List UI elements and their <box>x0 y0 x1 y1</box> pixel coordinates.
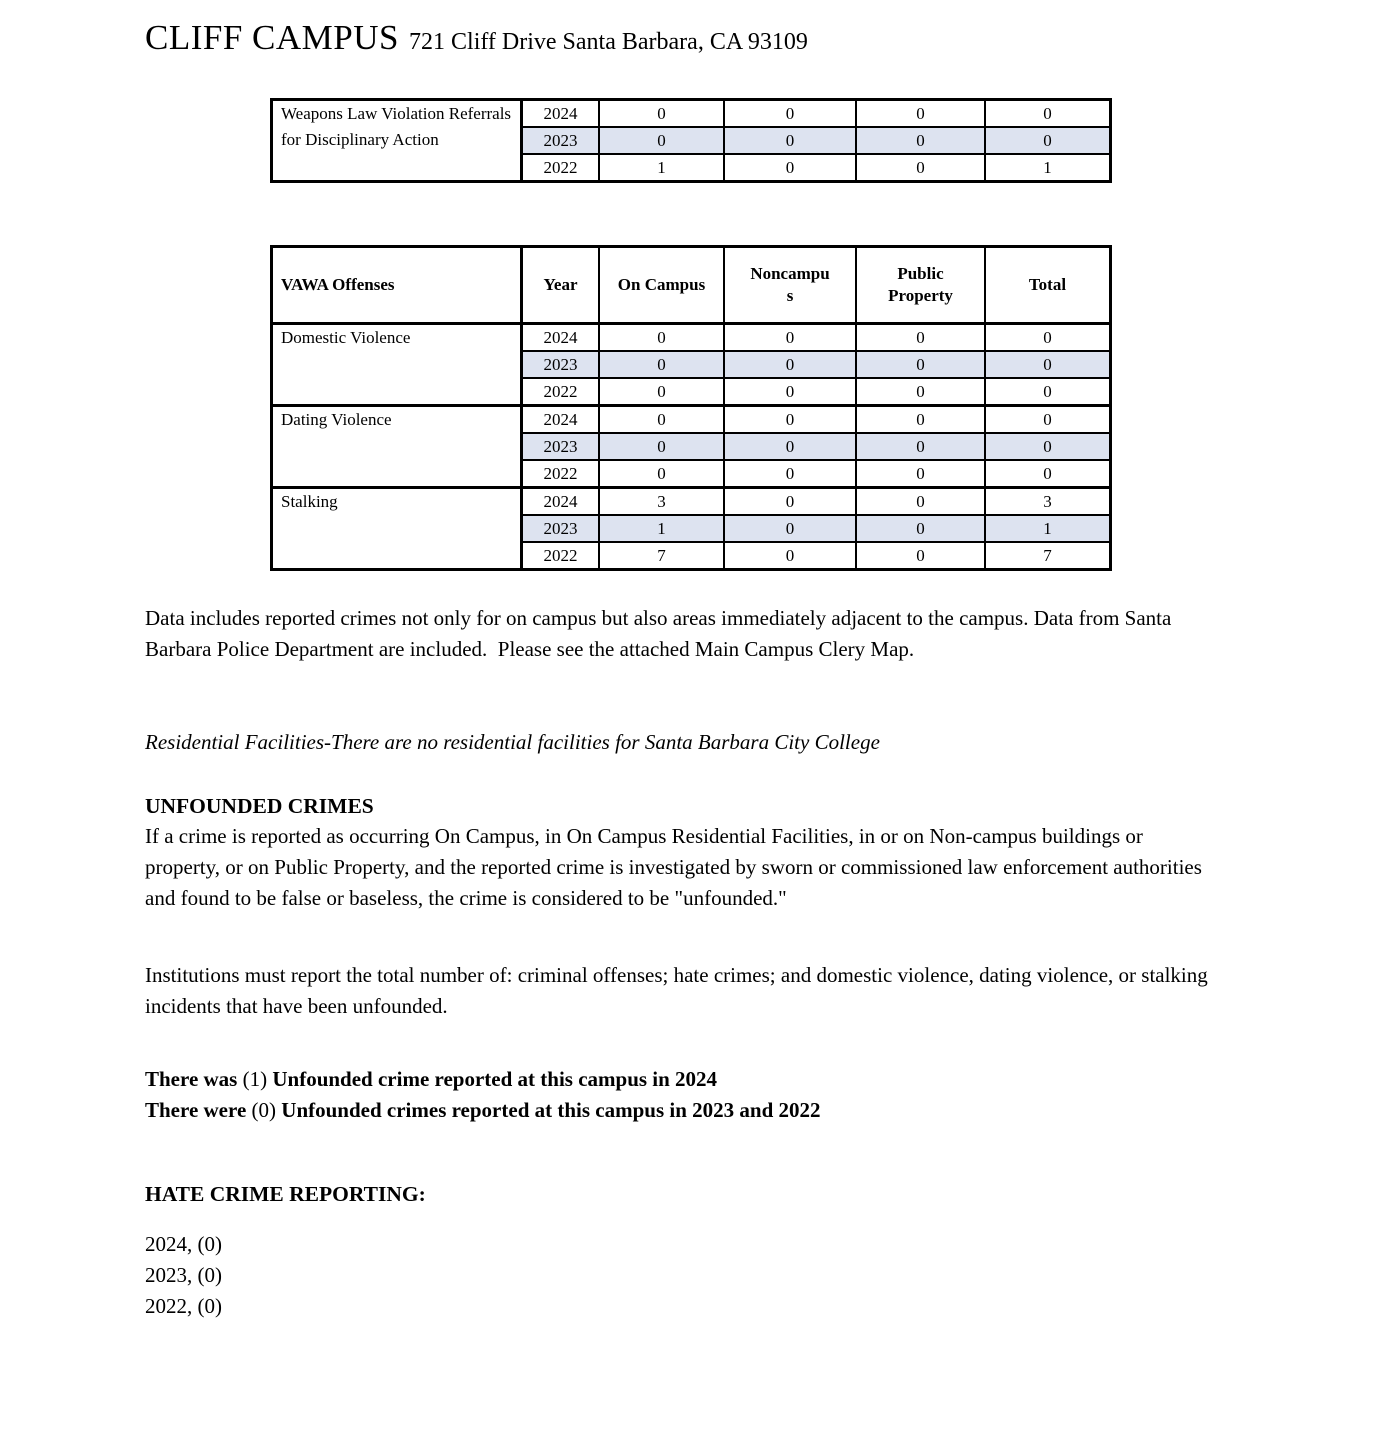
count-cell: 0 <box>856 100 985 128</box>
header-noncampus-label: Noncampus <box>750 264 830 305</box>
count-cell: 0 <box>599 324 724 352</box>
count-cell: 0 <box>856 154 985 182</box>
header-row <box>272 247 1111 324</box>
count-cell: 0 <box>856 406 985 434</box>
header-on-campus: On Campus <box>599 247 724 324</box>
count-cell: 0 <box>985 433 1111 460</box>
offense-label: Weapons Law Violation Referrals for Disciplinary Action <box>272 100 522 182</box>
header-year: Year <box>522 247 600 324</box>
table-row <box>272 406 1111 434</box>
count-cell: 0 <box>856 127 985 154</box>
count-cell: 0 <box>985 460 1111 488</box>
count-cell: 3 <box>599 488 724 516</box>
residential-facilities-note: Residential Facilities-There are no residential facilities for Santa Barbara City College <box>145 730 880 754</box>
count-cell: 0 <box>856 378 985 406</box>
count-cell: 0 <box>856 351 985 378</box>
count-cell: 0 <box>724 378 856 406</box>
count-cell: 0 <box>724 324 856 352</box>
count-cell: 0 <box>724 460 856 488</box>
count-cell: 1 <box>599 515 724 542</box>
year-cell: 2022 <box>522 542 600 570</box>
count-cell: 1 <box>599 154 724 182</box>
header-vawa-offenses: VAWA Offenses <box>272 247 522 324</box>
table-row <box>272 324 1111 352</box>
count-cell: 0 <box>985 351 1111 378</box>
count-cell: 0 <box>856 488 985 516</box>
count-cell: 0 <box>724 100 856 128</box>
year-cell: 2024 <box>522 100 600 128</box>
count-cell: 0 <box>856 460 985 488</box>
count-cell: 0 <box>724 542 856 570</box>
year-cell: 2024 <box>522 488 600 516</box>
campus-name: CLIFF CAMPUS <box>145 18 400 57</box>
header-public-property: Public Property <box>856 247 985 324</box>
table-row <box>272 488 1111 516</box>
count-cell: 0 <box>724 154 856 182</box>
unfounded-statement-2024 <box>145 1064 1226 1095</box>
year-cell: 2022 <box>522 378 600 406</box>
statement-prefix: There were <box>145 1098 247 1122</box>
weapons-referrals-table <box>270 98 1112 183</box>
year-cell: 2023 <box>522 433 600 460</box>
count-cell: 0 <box>856 542 985 570</box>
count-cell: 0 <box>724 488 856 516</box>
count-cell: 0 <box>724 406 856 434</box>
unfounded-statements <box>145 1064 1226 1126</box>
data-source-note: Data includes reported crimes not only for on campus but also areas immediately adjacent to the campus. Data from Santa Barbara Police Department are included. Please see the attached Main Campus Clery Map. <box>145 606 1177 661</box>
table-row <box>272 100 1111 128</box>
count-cell: 0 <box>856 324 985 352</box>
count-cell: 0 <box>599 100 724 128</box>
count-cell: 0 <box>724 351 856 378</box>
header-total: Total <box>985 247 1111 324</box>
hate-crime-list <box>145 1229 1226 1322</box>
count-cell: 0 <box>599 406 724 434</box>
statement-count: (0) <box>251 1098 277 1122</box>
header-noncampus <box>724 247 856 324</box>
year-cell: 2023 <box>522 351 600 378</box>
count-cell: 0 <box>985 406 1111 434</box>
count-cell: 1 <box>985 515 1111 542</box>
count-cell: 7 <box>599 542 724 570</box>
year-cell: 2024 <box>522 406 600 434</box>
vawa-offenses-table <box>270 245 1112 571</box>
year-cell: 2022 <box>522 460 600 488</box>
count-cell: 0 <box>724 433 856 460</box>
count-cell: 3 <box>985 488 1111 516</box>
count-cell: 0 <box>985 378 1111 406</box>
count-cell: 0 <box>724 515 856 542</box>
statement-suffix: Unfounded crimes reported at this campus in 2023 and 2022 <box>281 1098 821 1122</box>
statement-count: (1) <box>242 1067 268 1091</box>
count-cell: 0 <box>599 460 724 488</box>
unfounded-reporting-paragraph: Institutions must report the total number of: criminal offenses; hate crimes; and domestic violence, dating violence, or stalking incidents that have been unfounded. <box>145 963 1214 1018</box>
count-cell: 0 <box>985 127 1111 154</box>
count-cell: 0 <box>599 433 724 460</box>
unfounded-definition-paragraph: If a crime is reported as occurring On Campus, in On Campus Residential Facilities, in or on Non-campus buildings or property, or on Public Property, and the reported crime is investigated by sworn or commissioned law enforcement authorities and found to be false or baseless, the crime is considered to be "unfounded." <box>145 824 1208 910</box>
hate-crime-entry: 2023, (0) <box>145 1263 222 1287</box>
count-cell: 7 <box>985 542 1111 570</box>
hate-crime-entry: 2022, (0) <box>145 1294 222 1318</box>
count-cell: 0 <box>856 433 985 460</box>
count-cell: 0 <box>985 324 1111 352</box>
statement-prefix: There was <box>145 1067 238 1091</box>
hate-crime-entry: 2024, (0) <box>145 1232 222 1256</box>
count-cell: 0 <box>724 127 856 154</box>
statement-suffix: Unfounded crime reported at this campus in 2024 <box>272 1067 718 1091</box>
vawa-table-header <box>272 247 1111 324</box>
year-cell: 2023 <box>522 515 600 542</box>
unfounded-statement-2023-2022 <box>145 1095 1226 1126</box>
year-cell: 2022 <box>522 154 600 182</box>
offense-label: Stalking <box>272 488 522 570</box>
year-cell: 2023 <box>522 127 600 154</box>
count-cell: 0 <box>599 127 724 154</box>
page-title <box>145 18 1226 58</box>
campus-address: 721 Cliff Drive Santa Barbara, CA 93109 <box>409 29 808 55</box>
count-cell: 0 <box>985 100 1111 128</box>
unfounded-crimes-heading: UNFOUNDED CRIMES <box>145 794 374 818</box>
count-cell: 0 <box>599 351 724 378</box>
count-cell: 0 <box>599 378 724 406</box>
offense-label: Dating Violence <box>272 406 522 488</box>
count-cell: 0 <box>856 515 985 542</box>
count-cell: 1 <box>985 154 1111 182</box>
offense-label: Domestic Violence <box>272 324 522 406</box>
hate-crime-heading: HATE CRIME REPORTING: <box>145 1182 426 1206</box>
year-cell: 2024 <box>522 324 600 352</box>
